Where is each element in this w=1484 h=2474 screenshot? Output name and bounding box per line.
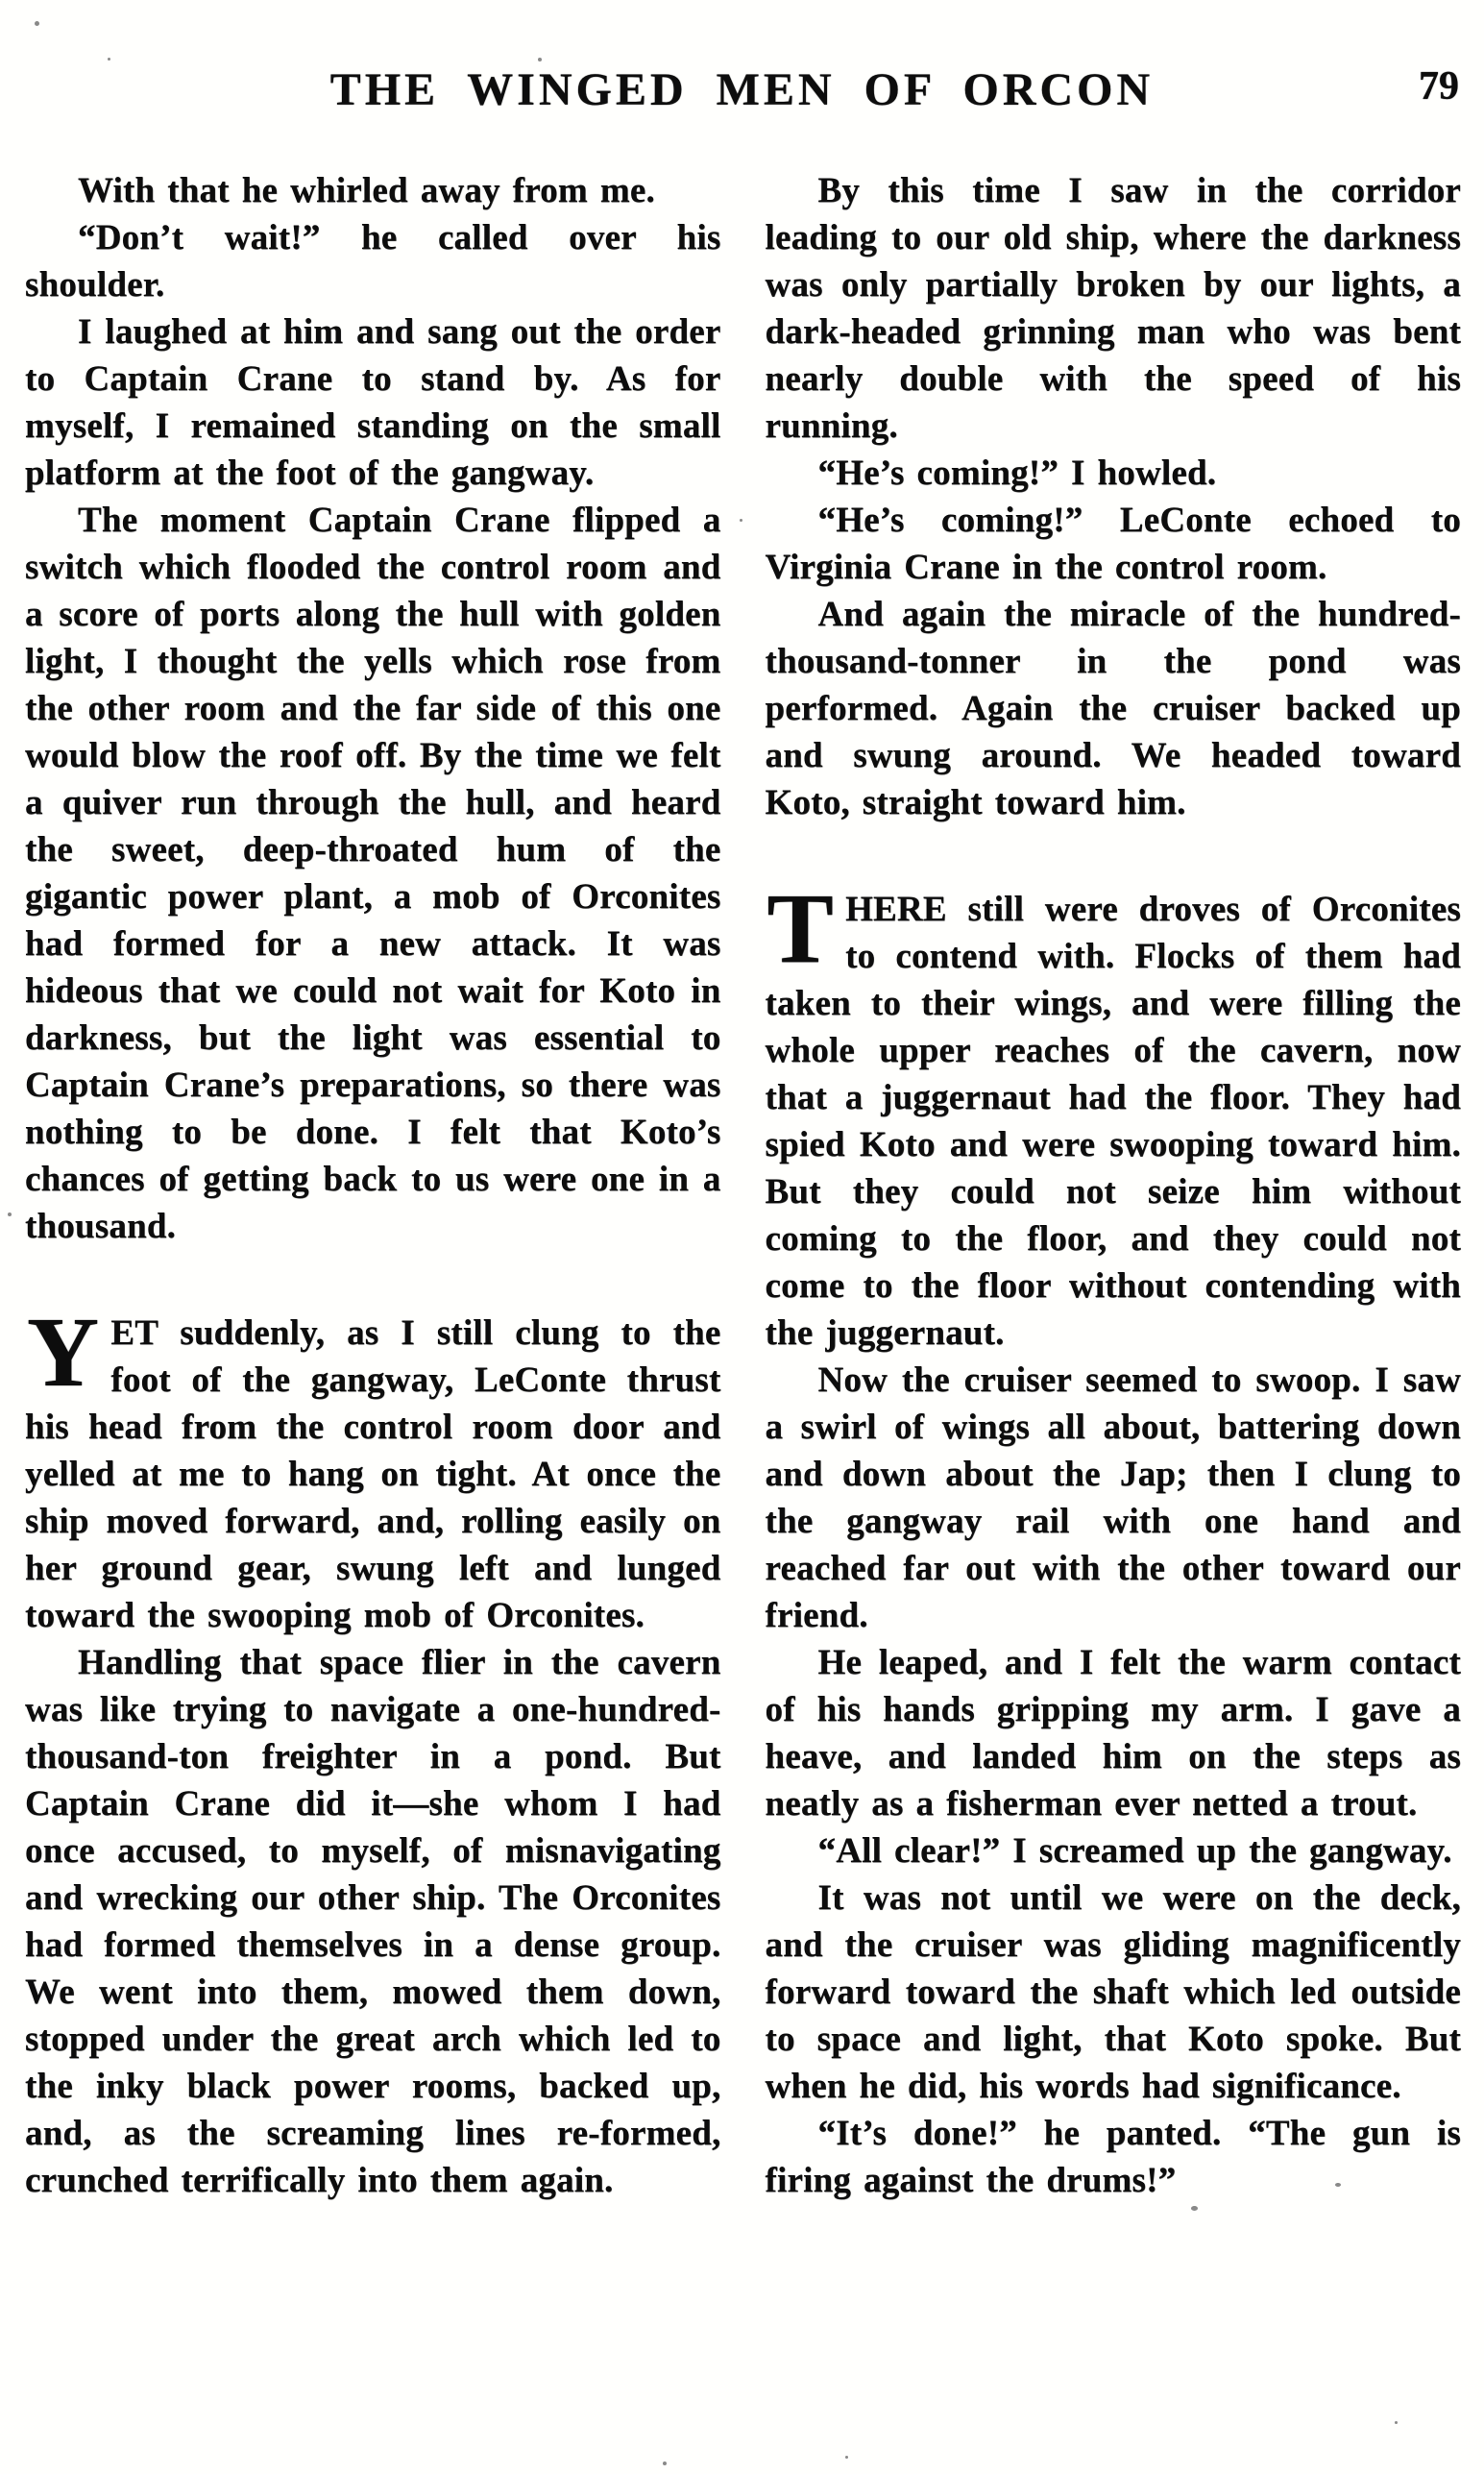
page-header <box>0 0 1484 131</box>
paragraph: “He’s coming!” LeConte echoed to Virginia Crane in the control room. <box>765 501 1461 587</box>
paragraph: “He’s coming!” I howled. <box>817 453 1217 493</box>
section-paragraph <box>765 873 1462 1357</box>
right-column <box>766 167 1462 2204</box>
paragraph: Now the cruiser seemed to swoop. I saw a swirl of wings all about, battering down and down about the Jap; then I clung to the gangway rail with one hand and reached far out with the other toward our friend. <box>765 1360 1461 1635</box>
paragraph: And again the miracle of the hundred-thousand-tonner in the pond was performed. Again the cruiser backed up and swung around. We headed toward Koto, straight toward him. <box>765 595 1461 822</box>
paragraph: “It’s done!” he panted. “The gun is firing against the drums!” <box>765 2114 1461 2200</box>
paragraph: It was not until we were on the deck, and the cruiser was gliding magnificently forward toward the shaft which led outside to space and light, that Koto spoke. But when he did, his words had significance. <box>765 1878 1461 2106</box>
running-title: THE WINGED MEN OF ORCON <box>329 64 1155 115</box>
paragraph: He leaped, and I felt the warm contact of his hands gripping my arm. I gave a heave, and landed him on the steps as neatly as a fisherman ever netted a trout. <box>765 1643 1461 1824</box>
paragraph: Handling that space flier in the cavern was like trying to navigate a one-hundred-thousand-ton freighter in a pond. But Captain Crane did it—she whom I had once accused, to myself, of misnavigating and wrecking our other ship. The Orconites had formed themselves in a dense group. We went into them, mowed them down, stopped under the great arch which led to the inky black power rooms, backed up, and, as the screaming lines re-formed, crunched terrifically into them again. <box>25 1643 721 2200</box>
paragraph: The moment Captain Crane flipped a switch which flooded the control room and a score of ports along the hull with golden light, I thought the yells which rose from the other room and the far side of this one would blow the roof off. By the time we felt a quiver run through the hull, and heard the sweet, deep-throated hum of the gigantic power plant, a mob of Orconites had formed for a new attack. It was hideous that we could not wait for Koto in darkness, but the light was essential to Captain Crane’s preparations, so there was nothing to be done. I felt that Koto’s chances of getting back to us were one in a thousand. <box>25 501 721 1246</box>
paragraph: “All clear!” I screamed up the gangway. <box>817 1831 1452 1871</box>
drop-cap-initial: Y <box>27 1297 100 1408</box>
page-number: 79 <box>1419 64 1459 109</box>
paragraph: With that he whirled away from me. <box>78 171 655 210</box>
left-column <box>25 167 721 2204</box>
two-column-text-block <box>0 131 1484 2204</box>
section-paragraph <box>25 1297 721 1639</box>
paragraph: I laughed at him and sang out the order to Captain Crane to stand by. As for myself, I remained standing on the small platform at the foot of the gangway. <box>25 312 721 493</box>
paragraph-text: ET suddenly, as I still clung to the foot of the gangway, LeConte thrust his head from the control room door and yelled at me to hang on tight. At once the ship moved forward, and, rolling easily on her ground gear, swung left and lunged toward the swooping mob of Orconites. <box>25 1313 721 1635</box>
paragraph: By this time I saw in the corridor leading to our old ship, where the darkness was only partially broken by our lights, a dark-headed grinning man who was bent nearly double with the speed of his running. <box>765 171 1461 446</box>
drop-cap-initial: T <box>766 873 835 984</box>
paragraph: “Don’t wait!” he called over his shoulder. <box>25 218 721 305</box>
paragraph-text: HERE still were droves of Orconites to contend with. Flocks of them had taken to their wings, and were filling the whole upper reaches of the cavern, now that a juggernaut had the floor. They had spied Koto and were swooping toward him. But they could not seize him without coming to the floor, and they could not come to the floor without contending with the juggernaut. <box>765 890 1461 1353</box>
